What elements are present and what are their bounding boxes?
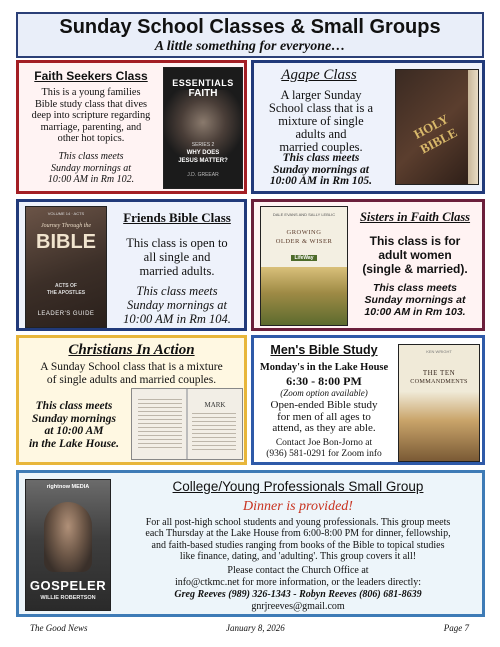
friends-title: Friends Bible Class <box>123 210 231 225</box>
page-title: Sunday School Classes & Small Groups <box>59 16 441 38</box>
faith-seekers-title: Faith Seekers Class <box>34 69 148 83</box>
agape-title: Agape Class <box>281 67 357 83</box>
college-group-box <box>16 470 485 617</box>
friends-box <box>16 199 247 331</box>
christians-title: Christians In Action <box>68 342 195 358</box>
college-desc: For all post-high school students and young professionals. This group meets each Thursday at the Lake House from 6:00-8:00 PM for dinner, fellowship, and faith-based studies ranging from books of the Bible to topical studies like finance, dating, and 'adulting'. This group covers it all! <box>145 517 451 562</box>
page-footer <box>16 621 485 639</box>
college-dinner: Dinner is provided! <box>243 499 353 514</box>
footer-page-number: Page 7 <box>443 623 469 633</box>
sisters-title: Sisters in Faith Class <box>359 210 471 224</box>
mens-title: Men's Bible Study <box>270 343 378 357</box>
footer-publication: The Good News <box>30 623 88 633</box>
sisters-desc: This class is for adult women (single & married). <box>362 234 468 276</box>
growing-older-book-cover: DALE EVANS AND SALLY LEBLIC GROWING OLDER & WISER LifeWay <box>260 206 348 326</box>
holy-bible-image: HOLY BIBLE <box>395 69 479 185</box>
christians-in-action-box <box>16 335 247 465</box>
college-title: College/Young Professionals Small Group <box>172 479 424 494</box>
college-leaders: Greg Reeves (989) 326-1343 - Robyn Reeves (806) 681-8639 <box>174 589 422 600</box>
journey-bible-book-cover: VOLUME 14 · ACTS Journey Through the BIBLE ACTS OF THE APOSTLES LEADER'S GUIDE <box>25 206 107 328</box>
agape-box <box>251 60 485 194</box>
mens-time: 6:30 - 8:00 PM <box>286 374 362 388</box>
agape-meets: This class meets Sunday mornings at 10:00 AM in Rm 105. <box>269 152 373 187</box>
open-bible-image: MARK <box>131 388 243 460</box>
christians-desc: A Sunday School class that is a mixture of single adults and married couples. <box>40 361 223 386</box>
friends-meets: This class meets Sunday mornings at 10:00 AM in Rm 104. <box>123 284 231 326</box>
friends-desc: This class is open to all single and married adults. <box>126 236 228 278</box>
faith-seekers-box <box>16 60 247 194</box>
mens-when: Monday's in the Lake House <box>259 362 389 373</box>
sisters-box <box>251 199 485 331</box>
faith-seekers-meets: This class meets Sunday mornings at 10:00 AM in Rm 102. <box>47 151 135 185</box>
page-subtitle: A little something for everyone… <box>154 39 346 54</box>
agape-desc: A larger Sunday School class that is a mixture of single adults and married couples. <box>268 88 374 154</box>
mens-bible-study-box <box>251 335 485 465</box>
mens-desc: Open-ended Bible study for men of all ages to attend, as they are able. <box>270 399 378 434</box>
sisters-meets: This class meets Sunday mornings at 10:00 AM in Rm 103. <box>364 282 466 318</box>
college-email: gnrjreeves@gmail.com <box>251 601 345 612</box>
essentials-faith-book-cover: ESSENTIALS FAITH SERIES 2 WHY DOES JESUS MATTER? J.D. GREEAR <box>163 67 243 189</box>
ten-commandments-book-cover: KEN WRIGHT THE TEN COMMANDMENTS <box>398 344 480 462</box>
gospeler-book-cover: rightnow MEDIA GOSPELER WILLIE ROBERTSON <box>25 479 111 611</box>
mens-zoom: (Zoom option available) <box>280 388 368 398</box>
page-header <box>16 12 484 58</box>
college-contact: Please contact the Church Office at info@ctkmc.net for more information, or the leaders directly: <box>174 565 422 588</box>
mens-contact: Contact Joe Bon-Jorno at (936) 581-0291 for Zoom info <box>266 438 382 459</box>
christians-meets: This class meets Sunday mornings at 10:00 AM in the Lake House. <box>28 400 120 450</box>
faith-seekers-desc: This is a young families Bible study class that dives deep into scripture regarding marriage, parenting, and other hot topics. <box>31 87 151 144</box>
footer-date: January 8, 2026 <box>226 623 285 633</box>
